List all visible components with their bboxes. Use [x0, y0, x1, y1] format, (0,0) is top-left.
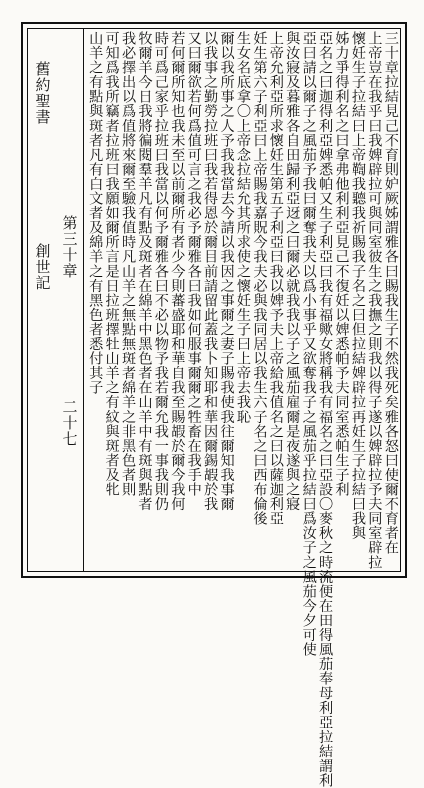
page-frame [21, 22, 407, 788]
text-column: 又曰爾欲若何爲值可言之我必予爾雅各曰我如何服事爾爾之牲畜在我手中 [185, 31, 202, 497]
text-column: 爾以我所事之人予我我當去今請以我因之事爾之妻子賜我使我往爾知我事爾 [218, 31, 235, 512]
text-column: 我必擇出以爲值將來爾至驗我值時凡山羊之無點無斑者綿羊之非黑色者則 [120, 31, 137, 497]
text-column: 時可爲己家乎拉班曰我當以何予爾雅各曰不必以物予我若爾允我一事我則仍 [152, 31, 169, 512]
text-column: 亞名之曰迦得利亞婢悉帕又生子利亞曰我有福歟女將稱我有福名之曰亞設〇麥秋之時流便在田得風茄奉母利亞拉結謂利 [317, 31, 334, 788]
body-text [87, 31, 399, 788]
frame-inner-border [27, 28, 401, 788]
book-title: 舊約聖書 [33, 61, 52, 125]
text-column: 以我事之勤勞拉班曰我若得恩於爾目前請留此蓋我卜知耶和華因爾錫嘏於我 [202, 31, 219, 512]
text-column: 山羊之有點與斑者凡有白文者及綿羊之有黑色者悉付其子 [87, 31, 104, 395]
margin-title-column [28, 29, 56, 571]
text-column: 與汝寢及暮雅各自田歸利亞迓之曰爾必就我我以子之風茄雇爾是夜遂與之寢 [284, 31, 301, 512]
chapter-label: 第三十章 [60, 215, 79, 279]
margin-divider [83, 29, 84, 571]
text-column: 妊生第六子利亞曰上帝賜我嘉貺今我夫必與我同居以我生六子名之曰西布倫後 [251, 31, 268, 526]
margin-chapter-column [55, 29, 83, 571]
page-number: 二十七 [60, 399, 79, 447]
text-column: 可知爲我所竊者拉班曰我願如爾所言是日拉班擇牡山羊之有紋與斑者及牝 [103, 31, 120, 497]
text-column: 上帝豈在我乎曰我婢辟拉可與同室彼生之我撫之則我以得子遂以婢辟拉予夫同室辟拉 [366, 31, 383, 570]
text-column: 牧爾羊今日我將徧閱羣羊凡有點及斑者在綿羊中黑色者在山羊中有斑與點者 [136, 31, 153, 512]
text-column: 若何爾所知也我未至以前爾所有者少今則蕃盛耶和華自我至賜嘏於爾今我何 [169, 31, 186, 512]
text-column: 生女名底拿〇上帝念拉結允其所求使之懷妊生子曰上帝去我恥 [235, 31, 251, 424]
text-column: 上帝允利亞所求懷妊生第五子利亞曰我以婢予夫上帝給我值名之曰以薩迦利亞 [267, 31, 284, 526]
text-column: 三十章拉結見己不育則妒厥姊謂雅各曰賜我生子不然我死矣雅各怒曰使爾不育者在 [382, 31, 399, 555]
section-name: 創世記 [33, 243, 52, 291]
text-column: 亞曰請以爾子之風茄予我曰爾奪我夫以爲小事乎又欲奪我子之風茄乎拉結曰爲汝子之風茄今夕可使 [300, 31, 317, 657]
text-column: 懷妊生子拉結曰上帝鞫我聽我祈賜我子名之曰但拉結婢辟拉再妊生子拉結曰我與 [349, 31, 366, 541]
text-column: 姊力爭得利名之曰拿弗他利利亞見己不復妊以婢悉帕予夫同室悉帕生子利 [333, 31, 350, 497]
